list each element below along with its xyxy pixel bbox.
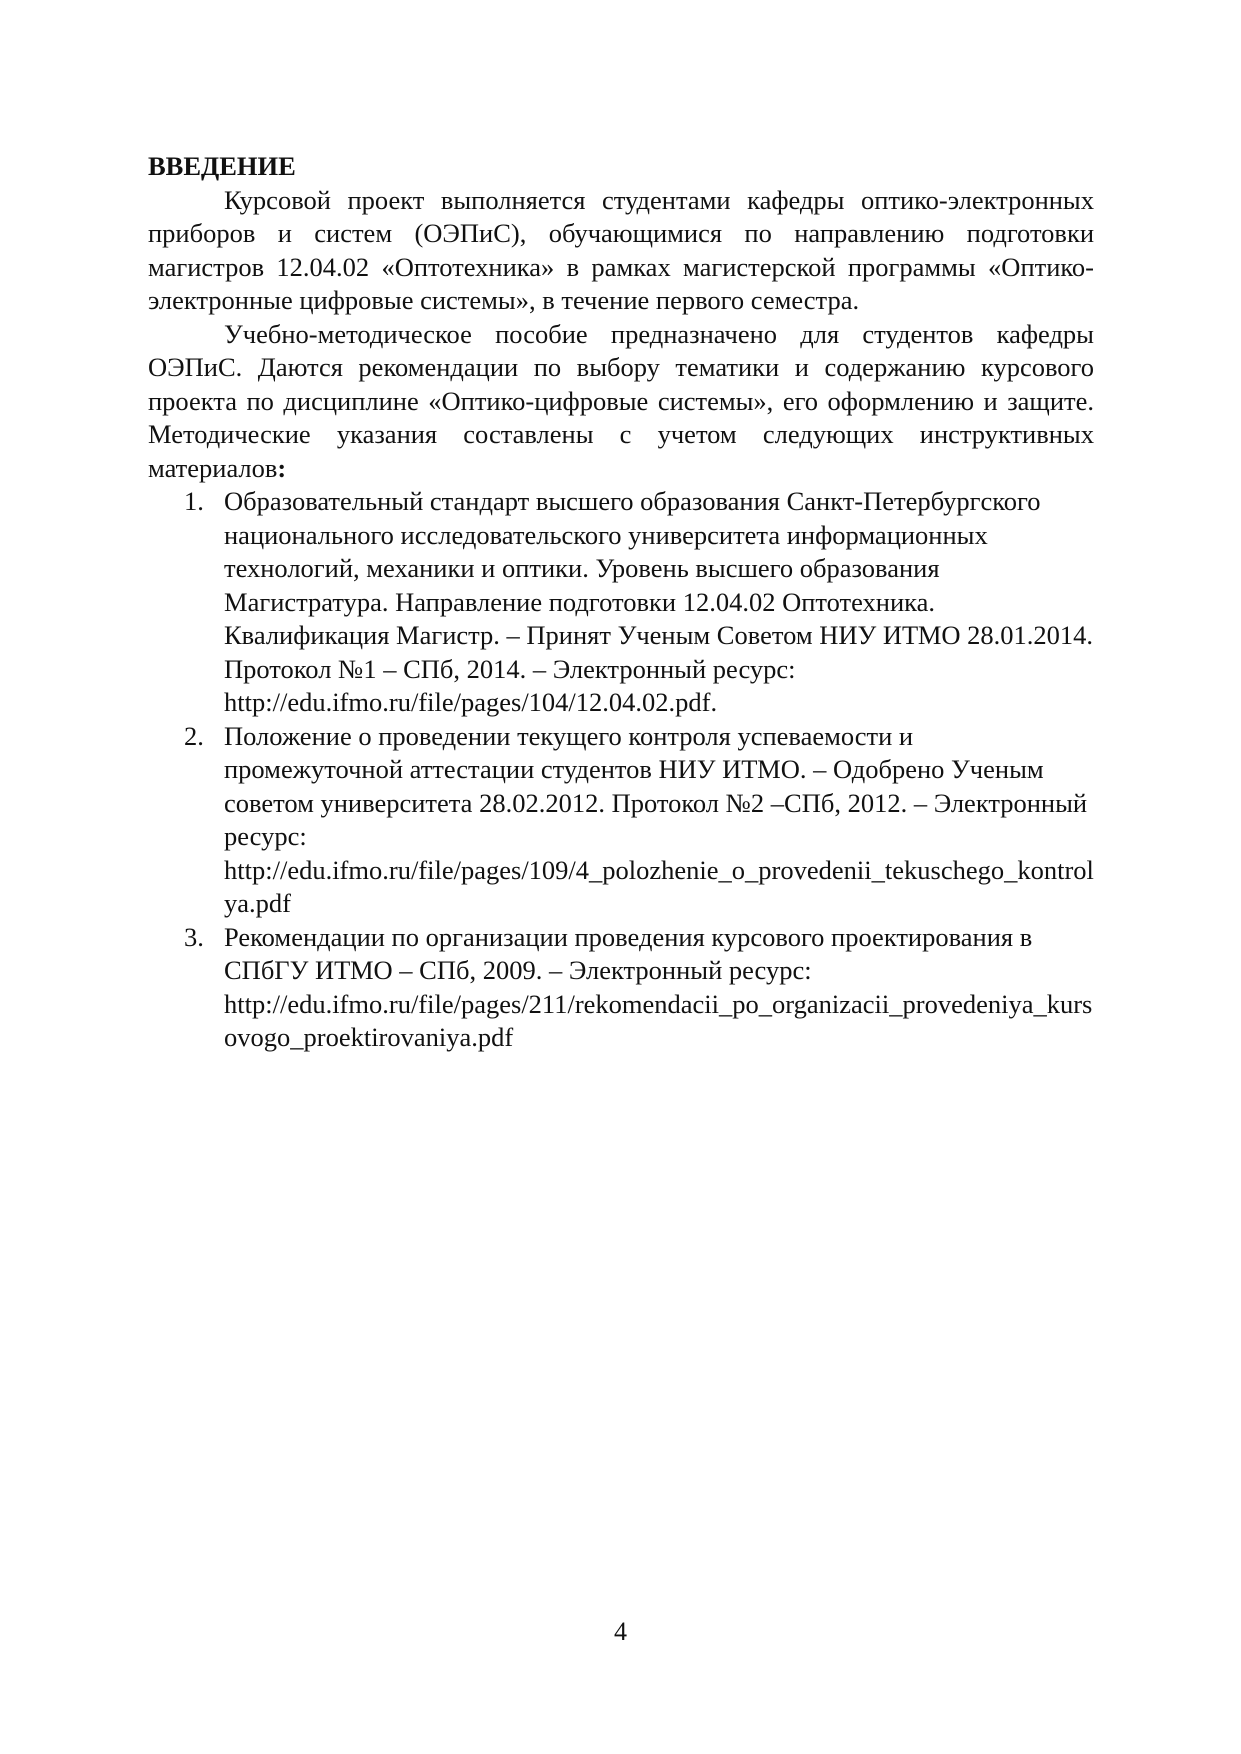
reference-text-3: Рекомендации по организации проведения курсового проектирования в СПбГУ ИТМО – СПб, 2009. – Электронный ресурс: http://edu.ifmo.ru/file/pages/211/rekomendacii_po_organizacii_provedeniya_kursovogo_proektirovaniya.pdf bbox=[224, 921, 1093, 1052]
reference-item-3 bbox=[184, 921, 1094, 1055]
intro-paragraph-2-colon: : bbox=[277, 452, 287, 483]
reference-text-2: Положение о проведении текущего контроля успеваемости и промежуточной аттестации студентов НИУ ИТМО. – Одобрено Ученым советом университета 28.02.2012. Протокол №2 –СПб, 2012. – Электронный ресурс: http://edu.ifmo.ru/file/pages/109/4_polozhenie_o_provedenii_tekuschego_kontrolya.pdf bbox=[224, 720, 1094, 918]
page-number: 4 bbox=[614, 1617, 627, 1646]
intro-paragraph-1 bbox=[148, 184, 1094, 318]
intro-paragraph-2 bbox=[148, 318, 1094, 486]
document-page bbox=[148, 150, 1094, 1055]
intro-paragraph-1-text: Курсовой проект выполняется студентами кафедры оптико-электронных приборов и систем (ОЭПиС), обучающимися по направлению подготовки магистров 12.04.02 «Оптотехника» в рамках магистерской программы «Оптико-электронные цифровые системы», в течение первого семестра. bbox=[148, 184, 1094, 315]
section-heading: ВВЕДЕНИЕ bbox=[148, 151, 296, 181]
intro-paragraph-2-text: Учебно-методическое пособие предназначено для студентов кафедры ОЭПиС. Даются рекомендации по выбору тематики и содержанию курсового проекта по дисциплине «Оптико-цифровые системы», его оформлению и защите. Методические указания составлены с учетом следующих инструктивных материалов bbox=[148, 318, 1094, 483]
reference-number-3: 3. bbox=[184, 921, 204, 952]
reference-text-1: Образовательный стандарт высшего образования Санкт-Петербургского национального исследовательского университета информационных технологий, механики и оптики. Уровень высшего образования Магистратура. Направление подготовки 12.04.02 Оптотехника. Квалификация Магистр. – Принят Ученым Советом НИУ ИТМО 28.01.2014. Протокол №1 – СПб, 2014. – Электронный ресурс: http://edu.ifmo.ru/file/pages/104/12.04.02.pdf. bbox=[224, 486, 1094, 717]
reference-list bbox=[148, 485, 1094, 1055]
reference-item-2 bbox=[184, 720, 1094, 921]
reference-number-1: 1. bbox=[184, 486, 204, 516]
reference-item-1 bbox=[184, 485, 1094, 720]
reference-number-2: 2. bbox=[184, 720, 204, 751]
